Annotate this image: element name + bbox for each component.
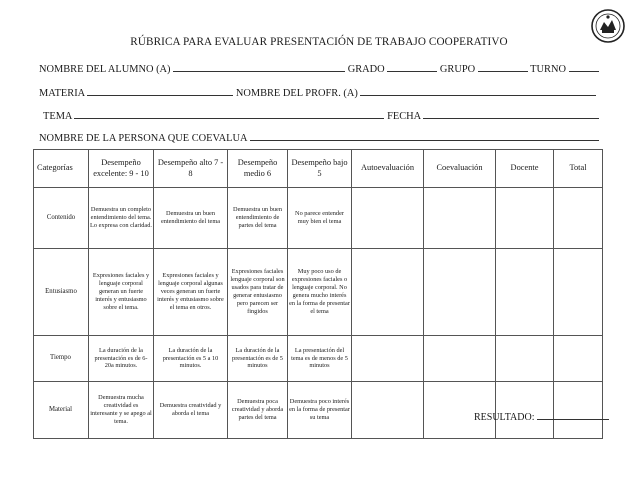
cell-total[interactable] (554, 382, 603, 439)
table-row (34, 382, 603, 439)
header-categorias: Categorías (34, 150, 89, 188)
page-title: RÚBRICA PARA EVALUAR PRESENTACIÓN DE TRABAJO COOPERATIVO (130, 36, 508, 48)
header-bajo: Desempeño bajo 5 (288, 150, 352, 188)
cell-medio: La duración de la presentación es de 5 minutos (228, 336, 288, 382)
cell-coevaluacion[interactable] (424, 382, 496, 439)
fecha-label: FECHA (387, 111, 421, 122)
cell-autoevaluacion[interactable] (352, 249, 424, 336)
cell-autoevaluacion[interactable] (352, 382, 424, 439)
cell-alto: Demuestra un buen entendimiento del tema (154, 188, 228, 249)
profr-field[interactable] (360, 86, 596, 96)
profr-label: NOMBRE DEL PROFR. (A) (235, 88, 358, 99)
header-total: Total (554, 150, 603, 188)
header-medio: Desempeño medio 6 (228, 150, 288, 188)
cell-docente[interactable] (496, 188, 554, 249)
header-line-coevalua (39, 131, 599, 144)
cell-alto: Demuestra creatividad y aborda el tema (154, 382, 228, 439)
materia-label: MATERIA (39, 88, 85, 99)
header-line-tema (43, 109, 603, 122)
cell-bajo: Demuestra poco interés en la forma de presentar su tema (288, 382, 352, 439)
grupo-field[interactable] (478, 62, 528, 72)
header-autoevaluacion: Autoevaluación (352, 150, 424, 188)
turno-label: TURNO (530, 64, 566, 75)
turno-field[interactable] (569, 62, 599, 72)
category-material: Material (34, 382, 89, 439)
header-excelente: Desempeño excelente: 9 - 10 (89, 150, 154, 188)
table-row (34, 249, 603, 336)
rubric-header-row (34, 150, 603, 188)
cell-autoevaluacion[interactable] (352, 188, 424, 249)
grado-label: GRADO (347, 64, 385, 75)
cell-excelente: Expresiones faciales y lenguaje corporal generan un fuerte interés y entusiasmo sobre el tema. (89, 249, 154, 336)
cell-coevaluacion[interactable] (424, 336, 496, 382)
cell-total[interactable] (554, 188, 603, 249)
cell-alto: Expresiones faciales y lenguaje corporal algunas veces generan un fuerte interés y entusiasmo sobre el tema en otros. (154, 249, 228, 336)
resultado-field[interactable] (537, 411, 609, 420)
cell-total[interactable] (554, 336, 603, 382)
table-row (34, 188, 603, 249)
rubric-table (33, 149, 603, 439)
resultado-line (474, 411, 609, 423)
header-alto: Desempeño alto 7 - 8 (154, 150, 228, 188)
cell-docente[interactable] (496, 249, 554, 336)
coevalua-label: NOMBRE DE LA PERSONA QUE COEVALUA (39, 133, 247, 144)
header-coevaluacion: Coevaluación (424, 150, 496, 188)
header-docente: Docente (496, 150, 554, 188)
cell-total[interactable] (554, 249, 603, 336)
category-contenido: Contenido (34, 188, 89, 249)
cell-bajo: Muy poco uso de expresiones faciales o lenguaje corporal. No genera mucho interés en la forma de presentar el tema (288, 249, 352, 336)
header-line-materia (39, 86, 599, 99)
cell-excelente: La duración de la presentación es de 6-20a minutos. (89, 336, 154, 382)
table-row (34, 336, 603, 382)
tema-label: TEMA (43, 111, 72, 122)
category-tiempo: Tiempo (34, 336, 89, 382)
coevalua-field[interactable] (250, 131, 599, 141)
cell-medio: Demuestra poca creatividad y aborda partes del tema (228, 382, 288, 439)
cell-coevaluacion[interactable] (424, 188, 496, 249)
alumno-field[interactable] (173, 62, 345, 72)
cell-bajo: No parece entender muy bien el tema (288, 188, 352, 249)
grupo-label: GRUPO (439, 64, 476, 75)
materia-field[interactable] (87, 86, 233, 96)
cell-autoevaluacion[interactable] (352, 336, 424, 382)
grado-field[interactable] (387, 62, 437, 72)
cell-coevaluacion[interactable] (424, 249, 496, 336)
header-line-alumno (39, 62, 599, 75)
cell-docente[interactable] (496, 382, 554, 439)
cell-excelente: Demuestra mucha creatividad es interesante y se apego al tema. (89, 382, 154, 439)
cell-docente[interactable] (496, 336, 554, 382)
cell-medio: Expresiones faciales lenguaje corporal son usados para tratar de generar entusiasmo pero parecen ser fingidos (228, 249, 288, 336)
cell-alto: La duración de la presentación es 5 a 10 minutos. (154, 336, 228, 382)
alumno-label: NOMBRE DEL ALUMNO (A) (39, 64, 171, 75)
tema-field[interactable] (74, 109, 384, 119)
fecha-field[interactable] (423, 109, 599, 119)
category-entusiasmo: Entusiasmo (34, 249, 89, 336)
resultado-label: RESULTADO: (474, 412, 535, 423)
cell-medio: Demuestra un buen entendimiento de partes del tema (228, 188, 288, 249)
cell-bajo: La presentación del tema es de menos de 5 minutos (288, 336, 352, 382)
cell-excelente: Demuestra un completo entendimiento del tema. Lo expresa con claridad. (89, 188, 154, 249)
